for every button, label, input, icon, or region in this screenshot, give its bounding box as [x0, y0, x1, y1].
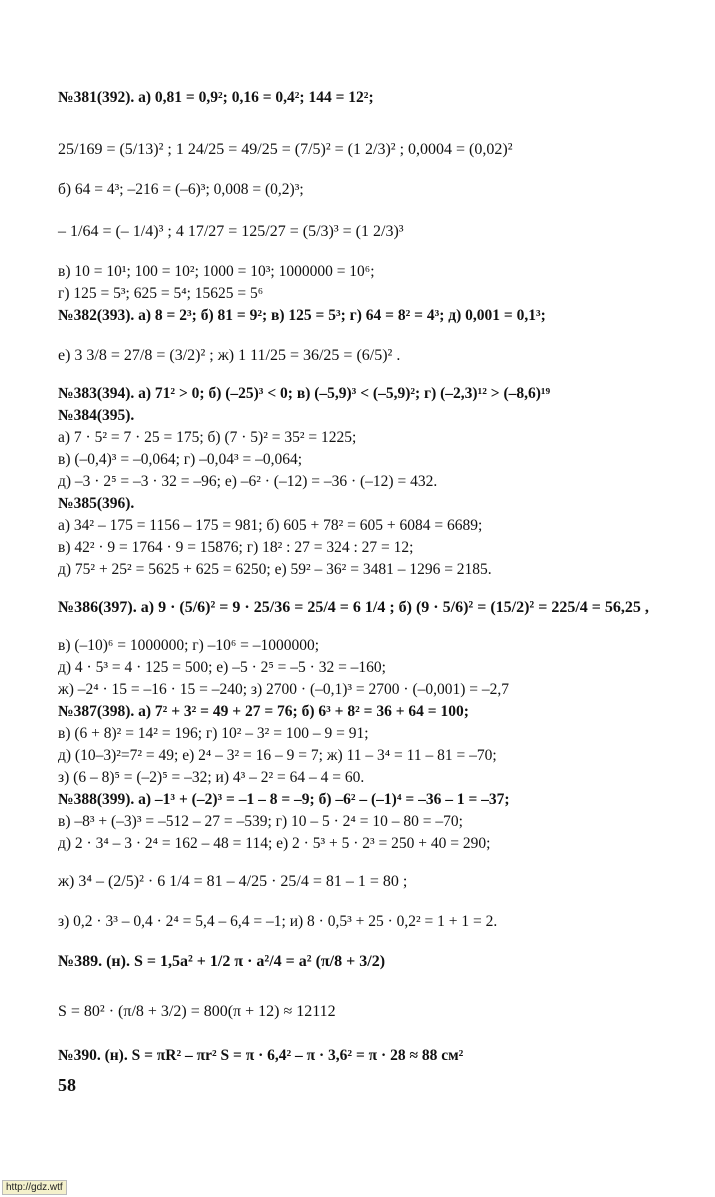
- problem-384-heading: №384(395).: [58, 407, 135, 424]
- problem-386-a-b: №386(397). а) 9 · (5/6)² = 9 · 25/36 = 25/4 = 6 1/4 ; б) (9 · 5/6)² = (15/2)² = 225/4 = 56,25 ,: [58, 599, 649, 616]
- problem-385-d-e: д) 75² + 25² = 5625 + 625 = 6250; е) 59² – 36² = 3481 – 1296 = 2185.: [58, 561, 492, 578]
- problem-388-z-i: з) 0,2 · 3³ – 0,4 · 2⁴ = 5,4 – 6,4 = –1; и) 8 · 0,5³ + 25 · 0,2² = 1 + 1 = 2.: [58, 913, 498, 930]
- problem-387-v-g: в) (6 + 8)² = 14² = 196; г) 10² – 3² = 100 – 9 = 91;: [58, 725, 369, 742]
- problem-381-a: №381(392). а) 0,81 = 0,9²; 0,16 = 0,4²; 144 = 12²;: [58, 89, 374, 106]
- problem-388-zh: ж) 3⁴ – (2/5)² · 6 1/4 = 81 – 4/25 · 25/4 = 81 – 1 = 80 ;: [58, 873, 408, 890]
- problem-381-b: б) 64 = 4³; –216 = (–6)³; 0,008 = (0,2)³;: [58, 181, 304, 198]
- source-url: http://gdz.wtf: [2, 1180, 67, 1195]
- problem-385-heading: №385(396).: [58, 495, 135, 512]
- problem-386-v-g: в) (–10)⁶ = 1000000; г) –10⁶ = –1000000;: [58, 637, 320, 654]
- problem-382: №382(393). а) 8 = 2³; б) 81 = 9²; в) 125 = 5³; г) 64 = 8² = 4³; д) 0,001 = 0,1³;: [58, 307, 546, 324]
- problem-387-z-i: з) (6 – 8)⁵ = (–2)⁵ = –32; и) 4³ – 2² = 64 – 4 = 60.: [58, 769, 365, 786]
- problem-385-a-b: а) 34² – 175 = 1156 – 175 = 981; б) 605 + 78² = 605 + 6084 = 6689;: [58, 517, 483, 534]
- problem-388-a-b: №388(399). а) –1³ + (–2)³ = –1 – 8 = –9; б) –6² – (–1)⁴ = –36 – 1 = –37;: [58, 791, 510, 808]
- problem-381-fractions: 25/169 = (5/13)² ; 1 24/25 = 49/25 = (7/5)² = (1 2/3)² ; 0,0004 = (0,02)²: [58, 141, 513, 158]
- problem-383: №383(394). а) 71² > 0; б) (–25)³ < 0; в) (–5,9)³ < (–5,9)²; г) (–2,3)¹² > (–8,6)¹⁹: [58, 385, 551, 402]
- page-number: 58: [58, 1075, 76, 1095]
- problem-388-d-e: д) 2 · 3⁴ – 3 · 2⁴ = 162 – 48 = 114; е) 2 · 5³ + 5 · 2³ = 250 + 40 = 290;: [58, 835, 491, 852]
- problem-385-v-g: в) 42² · 9 = 1764 · 9 = 15876; г) 18² : 27 = 324 : 27 = 12;: [58, 539, 414, 556]
- problem-386-zh-z: ж) –2⁴ · 15 = –16 · 15 = –240; з) 2700 · (–0,1)³ = 2700 · (–0,001) = –2,7: [58, 681, 510, 698]
- problem-387-d-e-zh: д) (10–3)²=7² = 49; е) 2⁴ – 3² = 16 – 9 = 7; ж) 11 – 3⁴ = 11 – 81 = –70;: [58, 747, 497, 764]
- problem-389: №389. (н). S = 1,5a² + 1/2 π · a²/4 = a² (π/8 + 3/2): [58, 953, 386, 970]
- problem-382-e-zh: е) 3 3/8 = 27/8 = (3/2)² ; ж) 1 11/25 = 36/25 = (6/5)² .: [58, 347, 401, 364]
- problem-381-v: в) 10 = 10¹; 100 = 10²; 1000 = 10³; 1000000 = 10⁶;: [58, 263, 375, 280]
- problem-384-a-b: а) 7 · 5² = 7 · 25 = 175; б) (7 · 5)² = 35² = 1225;: [58, 429, 357, 446]
- problem-387-a-b: №387(398). а) 7² + 3² = 49 + 27 = 76; б) 6³ + 8² = 36 + 64 = 100;: [58, 703, 469, 720]
- problem-381-b-fractions: – 1/64 = (– 1/4)³ ; 4 17/27 = 125/27 = (5/3)³ = (1 2/3)³: [58, 223, 404, 240]
- problem-384-d-e: д) –3 · 2⁵ = –3 · 32 = –96; е) –6² · (–12) = –36 · (–12) = 432.: [58, 473, 438, 490]
- problem-381-g: г) 125 = 5³; 625 = 5⁴; 15625 = 5⁶: [58, 285, 264, 302]
- problem-384-v-g: в) (–0,4)³ = –0,064; г) –0,04³ = –0,064;: [58, 451, 303, 468]
- problem-386-d-e: д) 4 · 5³ = 4 · 125 = 500; е) –5 · 2⁵ = –5 · 32 = –160;: [58, 659, 386, 676]
- problem-388-v-g: в) –8³ + (–3)³ = –512 – 27 = –539; г) 10 – 5 · 2⁴ = 10 – 80 = –70;: [58, 813, 463, 830]
- problem-390: №390. (н). S = πR² – πr² S = π · 6,4² – π · 3,6² = π · 28 ≈ 88 см²: [58, 1047, 464, 1064]
- problem-389-answer: S = 80² · (π/8 + 3/2) = 800(π + 12) ≈ 12112: [58, 1003, 336, 1020]
